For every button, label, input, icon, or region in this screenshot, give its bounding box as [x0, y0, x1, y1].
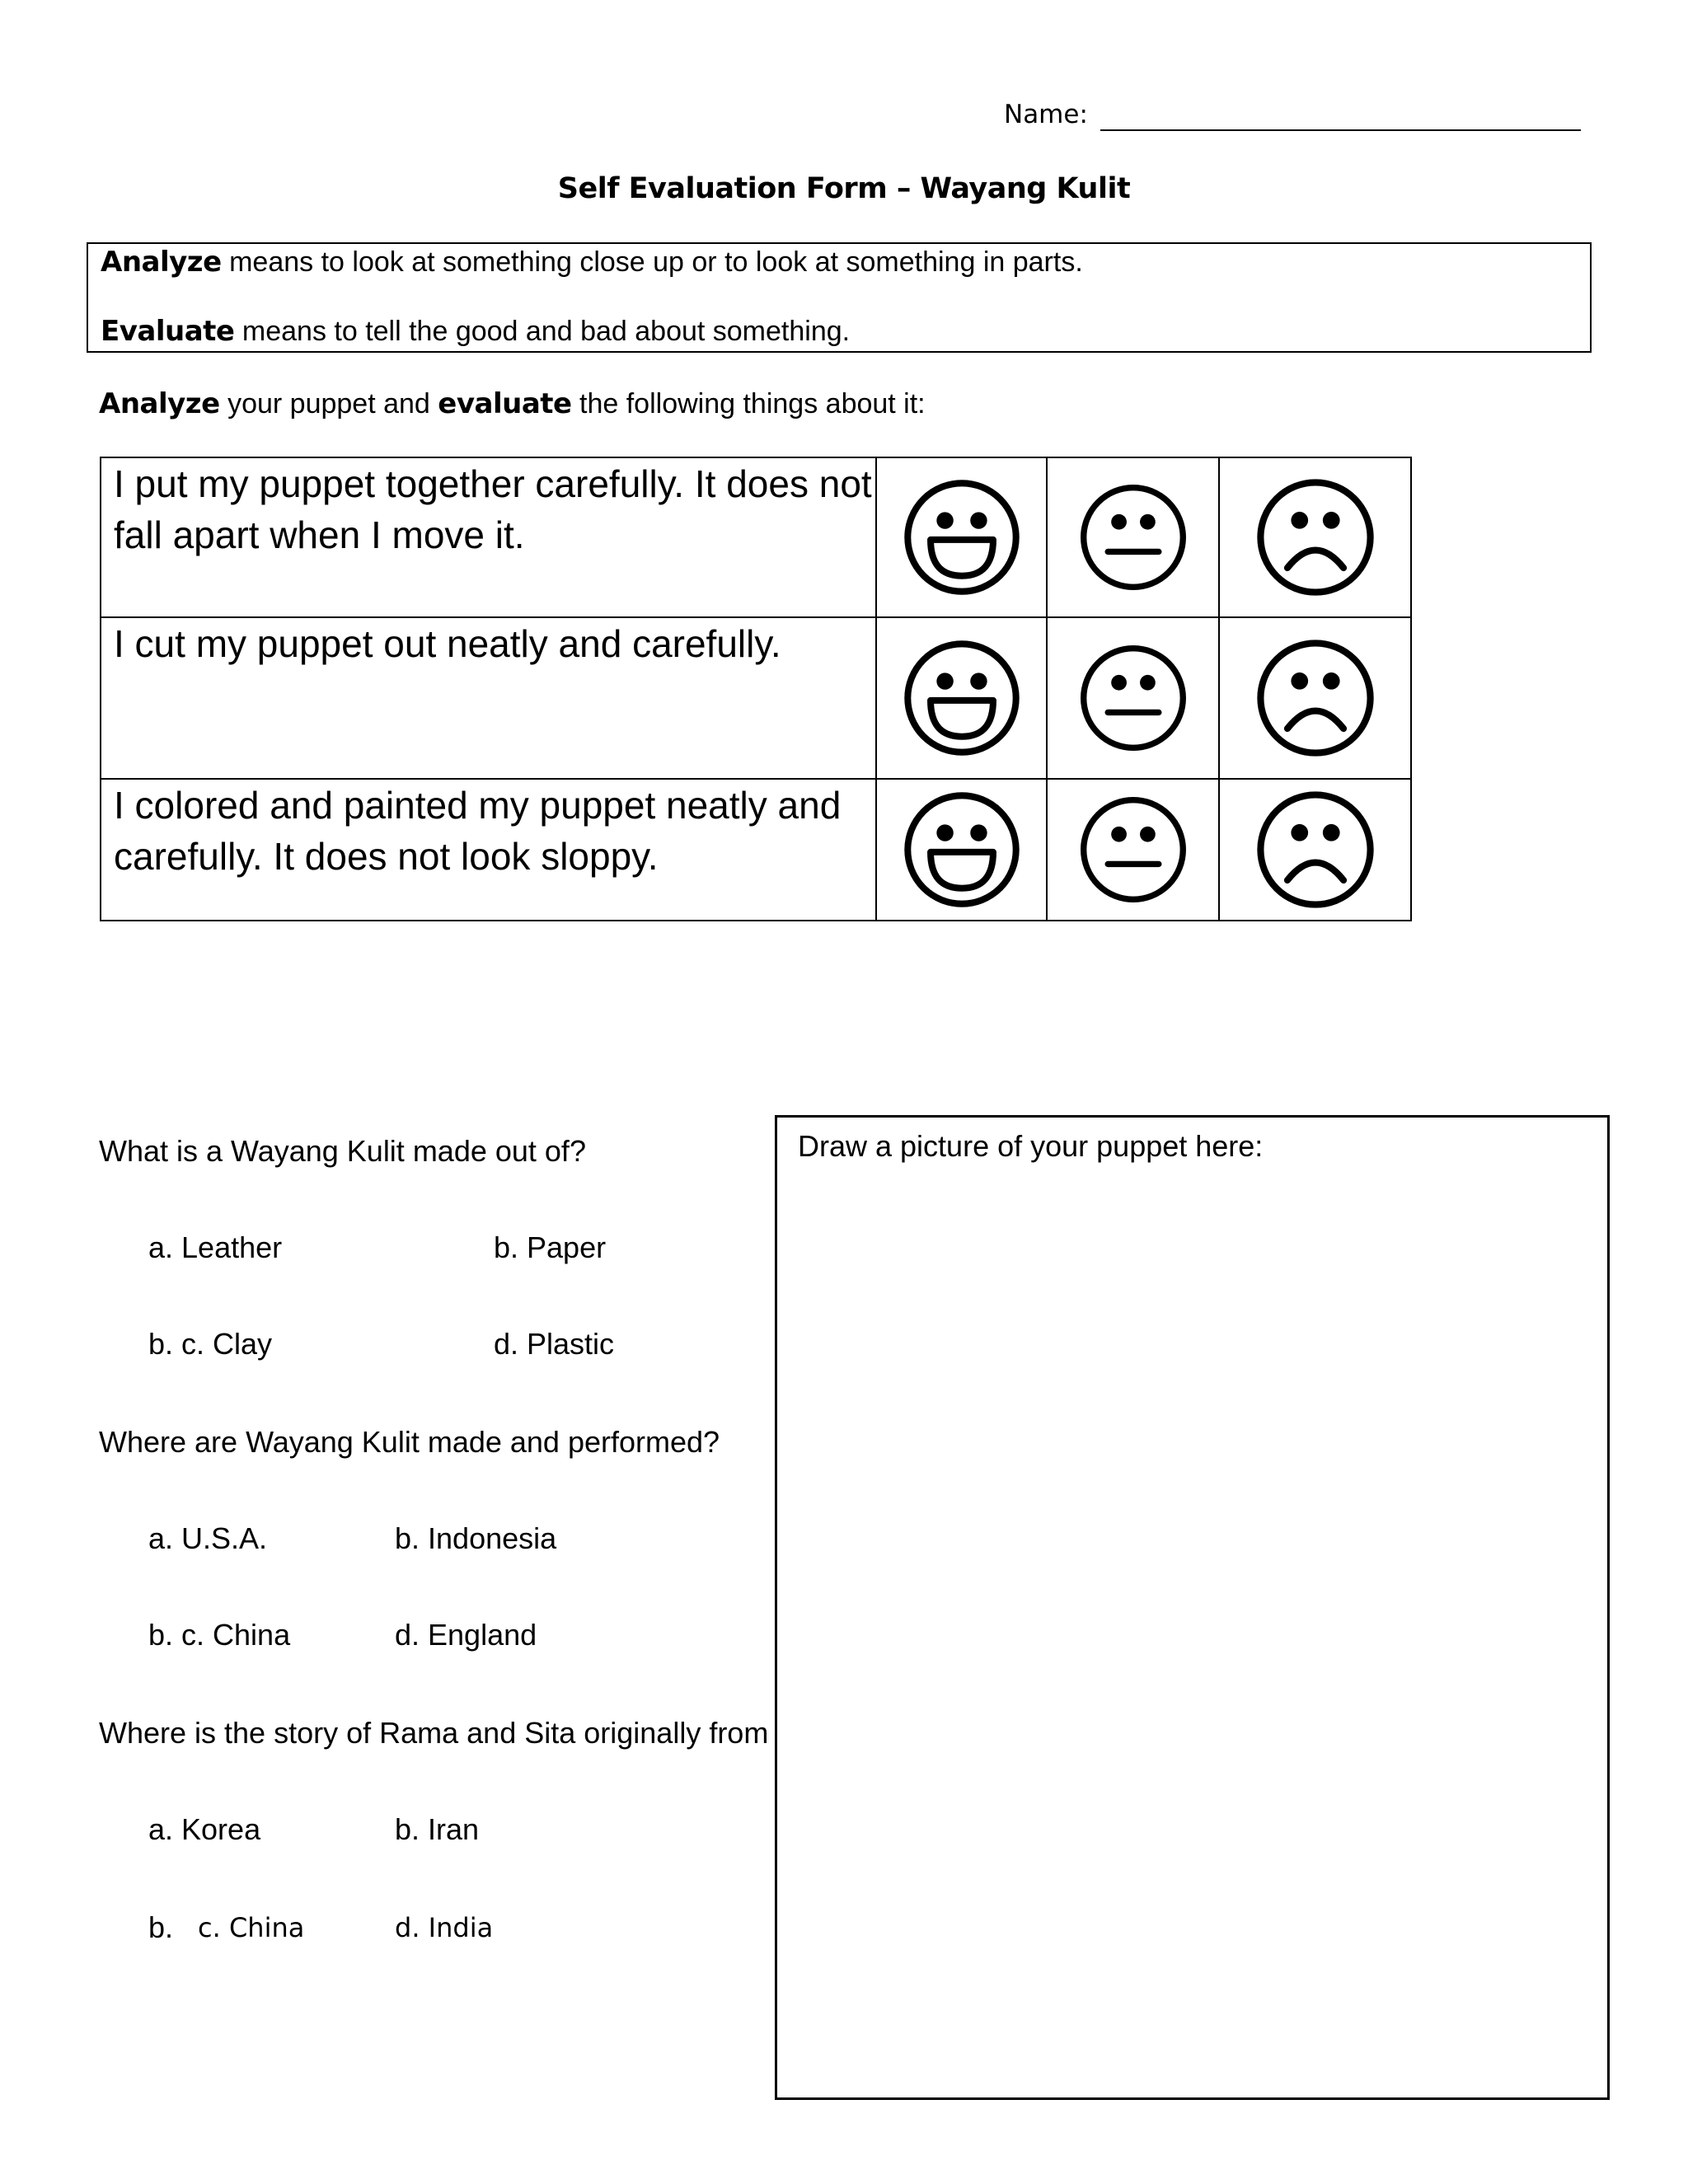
evaluation-row	[101, 457, 1411, 617]
answer-option-letter: b.	[148, 1910, 174, 1944]
page-title: Self Evaluation Form – Wayang Kulit	[557, 172, 1131, 205]
question-text: Where is the story of Rama and Sita originally from	[99, 1716, 769, 1750]
answer-option[interactable]: d. Plastic	[494, 1327, 615, 1361]
answer-option[interactable]: d. England	[395, 1618, 537, 1652]
instruction	[99, 387, 926, 420]
neutral-face-icon	[1078, 643, 1189, 753]
frowning-face-icon	[1254, 637, 1376, 759]
analyze-definition-text: means to look at something close up or to look at something in parts.	[221, 246, 1083, 278]
question-text: Where are Wayang Kulit made and performed?	[99, 1425, 720, 1459]
evaluate-definition-text: means to tell the good and bad about something.	[234, 316, 851, 347]
answer-option[interactable]: b. Paper	[494, 1230, 607, 1264]
evaluation-row	[101, 617, 1411, 779]
name-label: Name:	[1004, 100, 1088, 129]
evaluation-statement: I cut my puppet out neatly and carefully.	[101, 617, 876, 779]
frowning-face-option[interactable]	[1219, 457, 1411, 617]
question-text: What is a Wayang Kulit made out of?	[99, 1134, 586, 1168]
smiling-face-option[interactable]	[876, 457, 1047, 617]
evaluation-statement: I put my puppet together carefully. It does not fall apart when I move it.	[101, 457, 876, 617]
evaluation-table	[100, 457, 1412, 921]
analyze-term: Analyze	[101, 246, 222, 279]
evaluation-statement: I colored and painted my puppet neatly and carefully. It does not look sloppy.	[101, 779, 876, 921]
smiling-face-icon	[902, 638, 1022, 758]
frowning-face-icon	[1254, 476, 1376, 598]
instruction-text-end: the following things about it:	[571, 388, 926, 419]
instruction-text-mid: your puppet and	[219, 388, 438, 419]
smiling-face-option[interactable]	[876, 617, 1047, 779]
instruction-term-evaluate: evaluate	[438, 387, 572, 420]
smiling-face-icon	[902, 477, 1022, 598]
frowning-face-option[interactable]	[1219, 617, 1411, 779]
evaluate-definition	[101, 315, 850, 348]
name-field[interactable]	[1100, 129, 1581, 131]
analyze-definition	[101, 246, 1083, 279]
drawing-area[interactable]	[775, 1115, 1610, 2100]
drawing-area-label: Draw a picture of your puppet here:	[798, 1129, 1264, 1163]
answer-option[interactable]: c. China	[198, 1912, 305, 1943]
answer-option[interactable]: b. c. Clay	[148, 1327, 273, 1361]
evaluate-term: Evaluate	[101, 315, 235, 348]
answer-option[interactable]: b. Iran	[395, 1812, 480, 1846]
answer-option[interactable]: a. Leather	[148, 1230, 283, 1264]
smiling-face-option[interactable]	[876, 779, 1047, 921]
instruction-term-analyze: Analyze	[99, 387, 220, 420]
evaluation-row	[101, 779, 1411, 921]
frowning-face-icon	[1254, 789, 1376, 911]
answer-option[interactable]: d. India	[395, 1912, 494, 1943]
neutral-face-icon	[1078, 482, 1189, 593]
answer-option[interactable]: b. c. China	[148, 1618, 291, 1652]
neutral-face-option[interactable]	[1047, 457, 1219, 617]
smiling-face-icon	[902, 790, 1022, 910]
neutral-face-option[interactable]	[1047, 779, 1219, 921]
answer-option[interactable]: a. U.S.A.	[148, 1521, 268, 1555]
answer-option[interactable]: b. Indonesia	[395, 1521, 557, 1555]
neutral-face-option[interactable]	[1047, 617, 1219, 779]
frowning-face-option[interactable]	[1219, 779, 1411, 921]
answer-option[interactable]: a. Korea	[148, 1812, 261, 1846]
definitions-box	[87, 242, 1592, 353]
neutral-face-icon	[1078, 794, 1189, 905]
